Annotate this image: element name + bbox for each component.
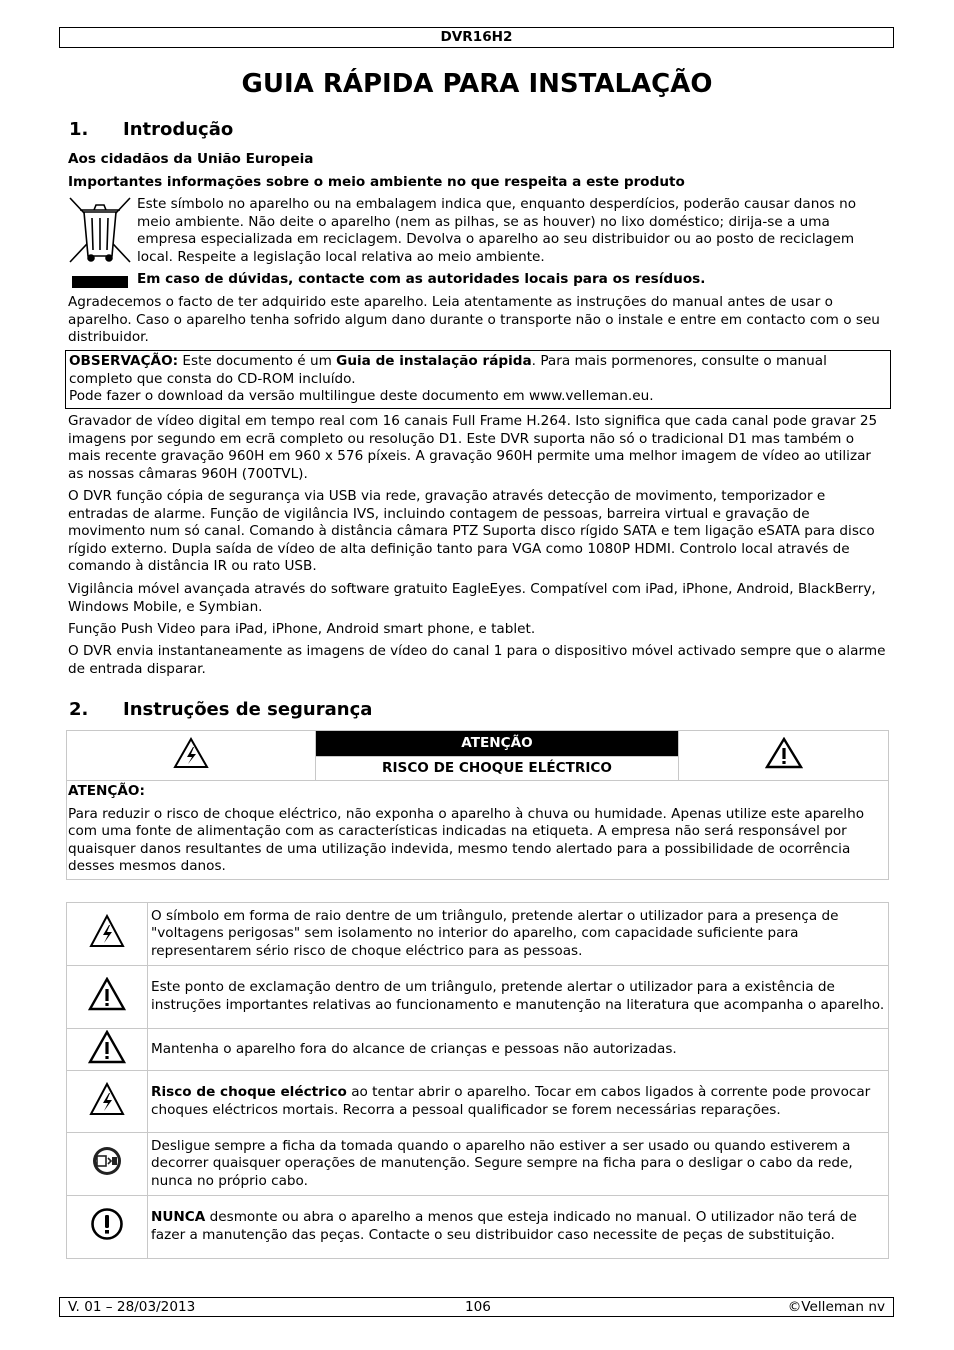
page-footer	[59, 1297, 894, 1317]
quick-guide-term: Guia de instalação rápida	[336, 353, 532, 369]
observation-box	[65, 350, 891, 409]
page-title: GUIA RÁPIDA PARA INSTALAÇÃO	[241, 69, 713, 99]
table-row	[67, 1133, 889, 1196]
weee-text: Este símbolo no aparelho ou na embalagem indica que, enquanto desperdícios, poderão causar danos no meio ambiente. Não deite o aparelho (nem as pilhas, se as houver) no lixo doméstico; dirija-se a uma empresa especializada em reciclagem. Devolva o aparelho ao seu distribuidor ou ao posto de reciclagem local. Respeite a legislação local relativa ao meio ambiente.	[137, 196, 857, 265]
warning-subheader: RISCO DE CHOQUE ELÉCTRICO	[316, 757, 679, 781]
paragraph-functions: O DVR função cópia de segurança via USB via rede, gravação através detecção de movimento, temporizador e entradas de alarme. Função de vigilância IVS, incluindo contagem de pessoas, barreira virtual e gravação de movimento num só canal. Comando à distância câmara PTZ Suporta disco rígido SATA e tem ligação eSATA para disco rígido externo. Dupla saída de vídeo de alta definição tanto para VGA como 1080P HDMI. Controlo local através de comando à distância IR ou rato USB.	[68, 488, 875, 575]
exclamation-triangle-icon	[67, 966, 148, 1029]
safety-symbols-table	[66, 902, 889, 1259]
page-number: 106	[465, 1299, 491, 1315]
section-title: Introdução	[123, 119, 234, 140]
copyright: ©Velleman nv	[787, 1299, 885, 1315]
exclamation-triangle-icon	[765, 757, 803, 773]
symbol-description: Este ponto de exclamação dentro de um triângulo, pretende alertar o utilizador para a existência de instruções importantes relativas ao funcionamento e manutenção na literatura que acompanha o aparelho.	[148, 966, 889, 1029]
warning-header: ATENÇÃO	[316, 731, 679, 757]
section-heading-safety	[69, 699, 372, 721]
warning-label: ATENÇÃO:	[68, 783, 145, 799]
lightning-triangle-icon	[67, 1071, 148, 1133]
page-header	[59, 27, 894, 48]
section-number: 2.	[69, 699, 89, 720]
observation-label: OBSERVAÇÃO:	[69, 353, 179, 369]
section-heading-intro	[69, 119, 233, 141]
table-row	[67, 966, 889, 1029]
env-heading: Importantes informações sobre o meio ambiente no que respeita a este produto	[68, 174, 685, 190]
warning-table	[66, 730, 889, 880]
table-row	[67, 1029, 889, 1071]
symbol-description: Desligue sempre a ficha da tomada quando o aparelho não estiver a ser usado ou quando estiverem a decorrer quaisquer operações de manutenção. Segure sempre na ficha para o desligar o cabo da rede, nunca no próprio cabo.	[148, 1133, 889, 1196]
symbol-description: O símbolo em forma de raio dentre de um triângulo, pretende alertar o utilizador para a presença de "voltagens perigosas" sem isolamento no interior do aparelho, com capacidade suficiente para representarem sério risco de choque eléctrico para as pessoas.	[148, 903, 889, 966]
paragraph-alarm: O DVR envia instantaneamente as imagens de vídeo do canal 1 para o dispositivo móvel activado sempre que o alarme de entrada disparar.	[68, 643, 886, 677]
lightning-triangle-icon	[67, 903, 148, 966]
symbol-description: Risco de choque eléctrico ao tentar abrir o aparelho. Tocar em cabos ligados à corrente pode provocar choques eléctricos mortais. Recorra a pessoal qualificador se forem necessárias reparações.	[148, 1071, 889, 1133]
weee-black-bar	[72, 276, 128, 288]
eu-heading: Aos cidadãos da União Europeia	[68, 151, 314, 167]
warning-body	[67, 781, 889, 880]
table-row	[67, 903, 889, 966]
doubt-text: Em caso de dúvidas, contacte com as autoridades locais para os resíduos.	[137, 271, 706, 287]
warning-cell-right	[679, 731, 889, 781]
unplug-icon	[67, 1133, 148, 1196]
warning-text: Para reduzir o risco de choque eléctrico, não exponha o aparelho à chuva ou humidade. Apenas utilize este aparelho com uma fonte de alimentação com as características indicadas na etiqueta. A empresa não será responsável por quaisquer danos resultantes de uma utilização indevida, mesmo tendo alertado para a possibilidade de ocorrência desses mesmos danos.	[68, 805, 865, 875]
paragraph-mobile: Vigilância móvel avançada através do software gratuito EagleEyes. Compatível com iPad, iPhone, Android, BlackBerry, Windows Mobile, e Symbian.	[68, 581, 876, 615]
table-row	[67, 1196, 889, 1259]
paragraph-dvr: Gravador de vídeo digital em tempo real com 16 canais Full Frame H.264. Isto significa que cada canal pode gravar 25 imagens por segundo em ecrã completo ou resolução D1. Este DVR suporta não só o tradicional D1 mas também o mais recente gravação 960H em 960 x 576 píxeis. A gravação 960H permite uma melhor imagem de vídeo ao utilizar as nossas câmaras 960H (700TVL).	[68, 413, 878, 482]
weee-bin-icon	[68, 196, 132, 264]
observation-line2: Pode fazer o download da versão multilingue deste documento em www.velleman.eu.	[69, 388, 654, 405]
lightning-triangle-icon	[173, 757, 209, 773]
thanks-paragraph: Agradecemos o facto de ter adquirido este aparelho. Leia atentamente as instruções do manual antes de usar o aparelho. Caso o aparelho tenha sofrido algum dano durante o transporte não o instale e entre em contacto com o seu distribuidor.	[68, 294, 880, 346]
symbol-description: NUNCA desmonte ou abra o aparelho a menos que esteja indicado no manual. O utilizador não terá de fazer a manutenção das peças. Contacte o seu distribuidor caso necessite de peças de substituição.	[148, 1196, 889, 1259]
warning-cell-left	[67, 731, 316, 781]
exclamation-triangle-icon	[67, 1029, 148, 1071]
model-name: DVR16H2	[440, 29, 513, 45]
section-number: 1.	[69, 119, 89, 140]
table-row	[67, 1071, 889, 1133]
paragraph-push: Função Push Video para iPad, iPhone, Android smart phone, e tablet.	[68, 621, 536, 637]
version-date: V. 01 – 28/03/2013	[68, 1299, 196, 1315]
section-title: Instruções de segurança	[123, 699, 373, 720]
observation-line1: OBSERVAÇÃO: Este documento é um Guia de instalação rápida. Para mais pormenores, consulte o manual completo que consta do CD-ROM incluído.	[69, 353, 827, 387]
symbol-description: Mantenha o aparelho fora do alcance de crianças e pessoas não autorizadas.	[148, 1029, 889, 1071]
exclamation-circle-icon	[67, 1196, 148, 1259]
